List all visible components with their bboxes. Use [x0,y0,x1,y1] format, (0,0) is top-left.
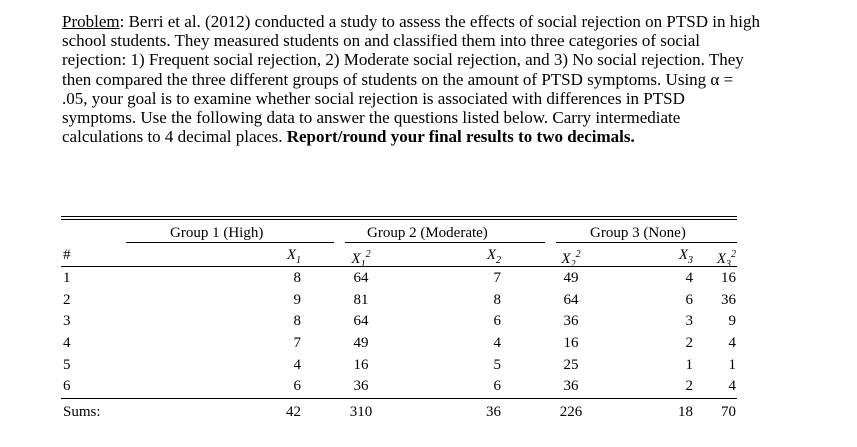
cell-x1: 6 [293,378,301,395]
table-row [61,311,737,333]
cell-x1-squared: 49 [353,335,369,352]
sums-rule [61,398,737,399]
cell-num: 2 [63,291,71,308]
cell-x1-squared: 64 [353,313,369,330]
sum-x2: 36 [486,404,501,420]
cell-x2-squared: 64 [563,291,579,308]
cell-x3-squared: 4 [728,378,736,395]
problem-label: Problem [62,12,120,31]
cell-x3: 2 [685,378,693,395]
problem-statement [62,12,762,146]
cell-num: 4 [63,335,71,352]
column-header-row [61,245,737,270]
sum-x3: 18 [678,404,693,420]
cell-num: 1 [63,270,71,286]
cell-x3: 4 [685,270,693,286]
cell-x2-squared: 36 [563,378,579,395]
cell-x2: 7 [493,270,501,286]
col-header-x1: $X_1$ [286,247,301,266]
cell-x1-squared: 81 [353,291,369,308]
cell-x1: 4 [293,356,301,373]
cell-x1: 8 [293,270,301,286]
col-header-num: # [63,247,71,263]
cell-x1: 7 [293,335,301,352]
cell-x1-squared: 36 [353,378,369,395]
problem-emphasis: Report/round your final results to two decimals. [286,127,635,147]
table-row [61,355,737,377]
table-row [61,333,737,355]
group-2-rule [345,242,545,243]
group-1-rule [126,242,334,243]
cell-x3: 1 [685,356,693,373]
col-header-x2: $X_2$ [486,247,501,266]
cell-num: 5 [63,356,71,373]
sum-x1: 42 [286,404,301,420]
cell-num: 6 [63,378,71,395]
cell-x2-squared: 16 [563,335,579,352]
sums-label: Sums: [63,404,101,420]
col-header-x3-squared: $X_3^2$ [716,249,736,270]
cell-x3: 6 [685,291,693,308]
cell-x1-squared: 64 [353,270,369,286]
cell-x3-squared: 36 [721,291,736,308]
table-row [61,290,737,312]
cell-x3-squared: 16 [721,270,736,286]
sum-x1-squared: 310 [349,404,373,420]
group-2-header: Group 2 (Moderate) [367,225,488,241]
problem-text: : Berri et al. (2012) conducted a study to assess the effects of social rejection on PTSD in high school students. They measured students on and classified them into three categories of social rejection: 1) Frequent social rejection, 2) Moderate social rejection, and 3) No social rejection. They then compared the three different groups of students on the amount of PTSD symptoms. Using α = .05, your goal is to examine whether social rejection is associated with differences in PTSD symptoms. Use the following data to answer the questions listed below. Carry intermediate calculations to 4 decimal places. [62,12,760,147]
cell-x2: 6 [493,378,501,395]
sums-row [61,401,737,423]
cell-x1: 8 [293,313,301,330]
cell-x3-squared: 9 [728,313,736,330]
cell-x2: 8 [493,291,501,308]
group-3-rule [556,242,737,243]
col-header-x1-squared: $X_1^2$ [351,249,371,270]
cell-x2-squared: 49 [563,270,579,286]
col-header-x3: $X_3$ [678,247,693,266]
table-body [61,268,737,398]
cell-x3-squared: 4 [728,335,736,352]
sum-x2-squared: 226 [559,404,583,420]
cell-x2-squared: 36 [563,313,579,330]
cell-x3: 3 [685,313,693,330]
cell-x2: 5 [493,356,501,373]
table-row [61,268,737,290]
group-3-header: Group 3 (None) [590,225,686,241]
cell-x1: 9 [293,291,301,308]
group-1-header: Group 1 (High) [170,225,264,241]
cell-num: 3 [63,313,71,330]
table-top-rule-2 [61,219,737,220]
cell-x3: 2 [685,335,693,352]
cell-x2-squared: 25 [563,356,579,373]
cell-x2: 6 [493,313,501,330]
col-header-x2-squared: $X_2^2$ [561,249,581,270]
cell-x1-squared: 16 [353,356,369,373]
table-row [61,376,737,398]
cell-x2: 4 [493,335,501,352]
sum-x3-squared: 70 [721,404,736,420]
table-top-rule [61,216,737,217]
header-bottom-rule [61,266,737,267]
cell-x3-squared: 1 [728,356,736,373]
